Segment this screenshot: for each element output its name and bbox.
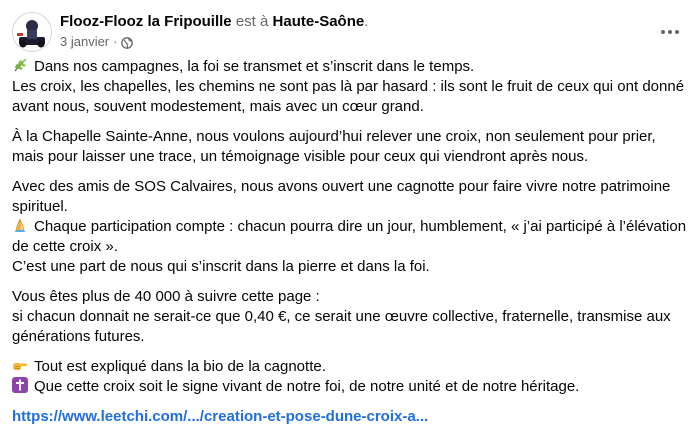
post-info-line	[60, 33, 368, 51]
author-avatar[interactable]	[12, 12, 52, 52]
paragraph	[12, 177, 690, 277]
globe-icon[interactable]	[121, 36, 133, 48]
more-options-icon[interactable]	[656, 18, 684, 46]
post-body	[12, 57, 690, 437]
avatar-image	[13, 13, 51, 51]
author-line	[60, 12, 368, 32]
paragraph	[12, 357, 690, 397]
paragraph-line: Que cette croix soit le signe vivant de notre foi, de notre unité et de notre héritage.	[34, 378, 580, 395]
herb-emoji-icon	[12, 57, 28, 73]
post-meta	[60, 12, 368, 51]
paragraph	[12, 127, 690, 167]
location-name[interactable]: Haute-Saône	[272, 13, 365, 30]
post-header	[12, 12, 688, 52]
paragraph-line: À la Chapelle Sainte-Anne, nous voulons aujourd’hui relever une croix, non seulement pour prier, mais pour laisser une trace, un témoignage visible pour ceux qui viendront après nous.	[12, 128, 656, 165]
cagnotte-link[interactable]: https://www.leetchi.com/.../creation-et-pose-dune-croix-a...	[12, 408, 429, 425]
paragraph-line: Dans nos campagnes, la foi se transmet et s’inscrit dans le temps.	[34, 58, 475, 75]
location-suffix: .	[364, 13, 369, 30]
paragraph-line: si chacun donnait ne serait-ce que 0,40 €, ce serait une œuvre collective, fraternelle, transmise aux générations futures.	[12, 308, 671, 345]
latin-cross-emoji-icon	[12, 377, 28, 393]
pointing-hand-emoji-icon	[12, 357, 28, 373]
folded-hands-emoji-icon	[12, 217, 28, 233]
post-date[interactable]: 3 janvier	[60, 34, 110, 49]
author-name[interactable]: Flooz-Flooz la Fripouille	[60, 13, 232, 30]
paragraph-line: Avec des amis de SOS Calvaires, nous avons ouvert une cagnotte pour faire vivre notre patrimoine spirituel.	[12, 178, 671, 215]
paragraph	[12, 57, 690, 117]
info-separator: ·	[113, 34, 118, 49]
location-connector: est à	[235, 13, 269, 30]
paragraph	[12, 407, 690, 427]
paragraph-line: C’est une part de nous qui s’inscrit dans la pierre et dans la foi.	[12, 258, 430, 275]
paragraph-line: Vous êtes plus de 40 000 à suivre cette page :	[12, 288, 320, 305]
paragraph	[12, 287, 690, 347]
paragraph-line: Chaque participation compte : chacun pourra dire un jour, humblement, « j’ai participé à l’élévation de cette croix ».	[12, 218, 687, 255]
paragraph-line: Tout est expliqué dans la bio de la cagnotte.	[34, 358, 326, 375]
paragraph-line: Les croix, les chapelles, les chemins ne sont pas là par hasard : ils sont le fruit de ceux qui ont donné avant nous, souvent modestement, mais avec un cœur grand.	[12, 78, 685, 115]
